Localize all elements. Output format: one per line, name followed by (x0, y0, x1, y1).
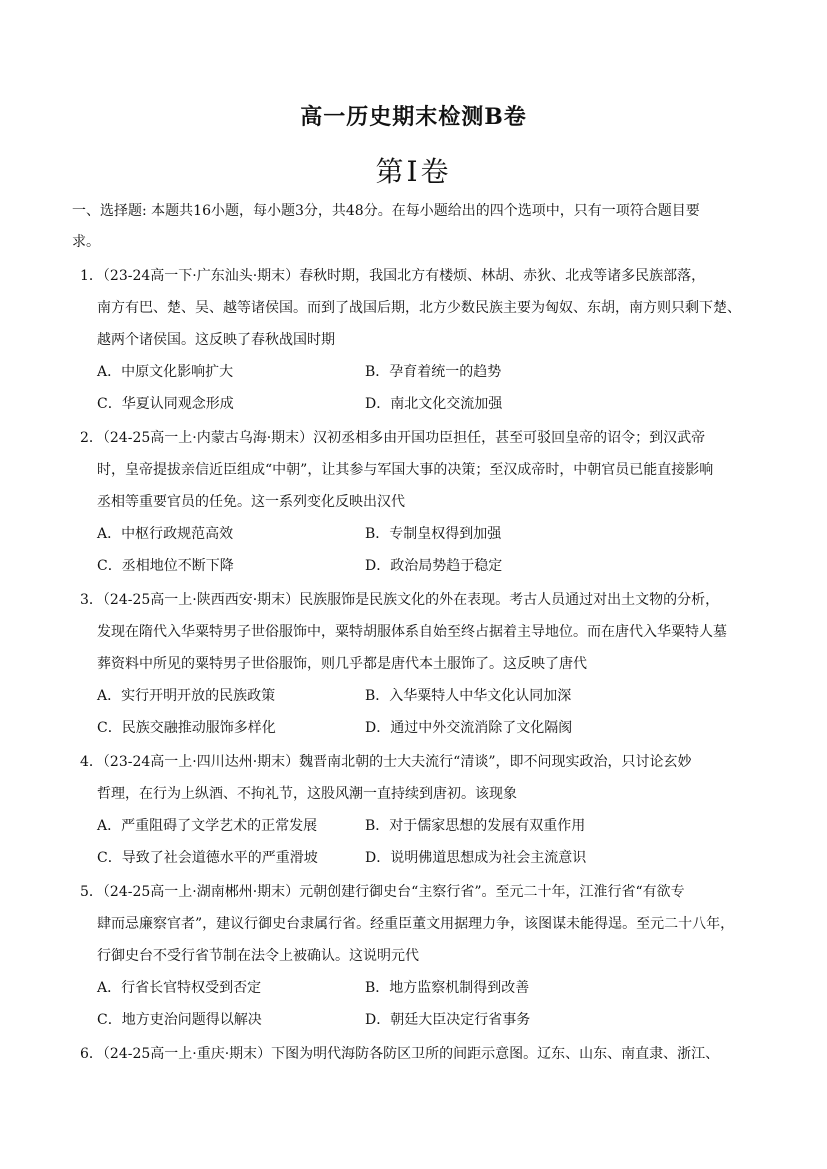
question-2-line: 时，皇帝提拔亲信近臣组成“中朝”，让其参与军国大事的决策；至汉成帝时，中朝官员已能直接影响 (97, 462, 714, 478)
question-5-line: 行御史台不受行省节制在法令上被确认。这说明元代 (97, 948, 419, 964)
question-2-option-d: D．政治局势趋于稳定 (365, 558, 503, 574)
question-3-option-c: C．民族交融推动服饰多样化 (97, 720, 276, 736)
question-4-option-d: D．说明佛道思想成为社会主流意识 (365, 850, 587, 866)
question-1-line: 南方有巴、楚、吴、越等诸侯国。而到了战国后期，北方少数民族主要为匈奴、东胡，南方则只剩下楚、 (97, 300, 741, 316)
page-title: 高一历史期末检测B卷 (300, 104, 527, 130)
question-4-option-b: B．对于儒家思想的发展有双重作用 (365, 818, 586, 834)
question-5-option-b: B．地方监察机制得到改善 (365, 980, 530, 996)
question-4-option-a: A．严重阻碍了文学艺术的正常发展 (97, 818, 318, 834)
question-3-line: 3．（24-25高一上·陕西西安·期末）民族服饰是民族文化的外在表现。考古人员通过对出土文物的分析， (80, 592, 720, 608)
question-1-option-b: B．孕育着统一的趋势 (365, 364, 502, 380)
question-6-line: 6．（24-25高一上·重庆·期末）下图为明代海防各防区卫所的间距示意图。辽东、山东、南直隶、浙江、 (80, 1046, 720, 1062)
question-4-option-c: C．导致了社会道德水平的严重滑坡 (97, 850, 318, 866)
question-3-option-d: D．通过中外交流消除了文化隔阂 (365, 720, 573, 736)
question-2-line: 2．（24-25高一上·内蒙古乌海·期末）汉初丞相多由开国功臣担任，甚至可驳回皇帝的诏令；到汉武帝 (80, 430, 706, 446)
question-3-option-b: B．入华粟特人中华文化认同加深 (365, 688, 572, 704)
question-1-option-d: D．南北文化交流加强 (365, 396, 503, 412)
question-2-line: 丞相等重要官员的任免。这一系列变化反映出汉代 (97, 494, 405, 510)
question-2-option-c: C．丞相地位不断下降 (97, 558, 234, 574)
question-3-line: 发现在隋代入华粟特男子世俗服饰中，粟特胡服体系自始至终占据着主导地位。而在唐代入华粟特人墓 (97, 624, 727, 640)
question-3-line: 葬资料中所见的粟特男子世俗服饰，则几乎都是唐代本土服饰了。这反映了唐代 (97, 656, 587, 672)
instructions-line: 求。 (72, 234, 100, 250)
question-1-line: 1．（23-24高一下·广东汕头·期末）春秋时期，我国北方有楼烦、林胡、赤狄、北戎等诸多民族部落， (80, 268, 706, 284)
question-2-option-a: A．中枢行政规范高效 (97, 526, 234, 542)
question-2-option-b: B．专制皇权得到加强 (365, 526, 502, 542)
question-4-line: 哲理，在行为上纵酒、不拘礼节，这股风潮一直持续到唐初。该现象 (97, 786, 517, 802)
question-1-option-a: A．中原文化影响扩大 (97, 364, 234, 380)
section-title: 第Ⅰ卷 (375, 155, 452, 188)
question-5-option-a: A．行省长官特权受到否定 (97, 980, 262, 996)
question-1-option-c: C．华夏认同观念形成 (97, 396, 234, 412)
question-5-line: 肆而忌廉察官者”，建议行御史台隶属行省。经重臣董文用据理力争，该图谋未能得逞。至元二十八年， (97, 916, 735, 932)
instructions-line: 一、选择题: 本题共16小题，每小题3分，共48分。在每小题给出的四个选项中，只有一项符合题目要 (72, 203, 700, 219)
question-1-line: 越两个诸侯国。这反映了春秋战国时期 (97, 332, 335, 348)
question-5-option-c: C．地方吏治问题得以解决 (97, 1012, 262, 1028)
question-5-option-d: D．朝廷大臣决定行省事务 (365, 1012, 531, 1028)
question-5-line: 5．（24-25高一上·湖南郴州·期末）元朝创建行御史台“主察行省”。至元二十年，江淮行省“有欲专 (80, 884, 685, 900)
question-4-line: 4．（23-24高一上·四川达州·期末）魏晋南北朝的士大夫流行“清谈”，即不问现实政治，只讨论玄妙 (80, 754, 692, 770)
question-3-option-a: A．实行开明开放的民族政策 (97, 688, 276, 704)
